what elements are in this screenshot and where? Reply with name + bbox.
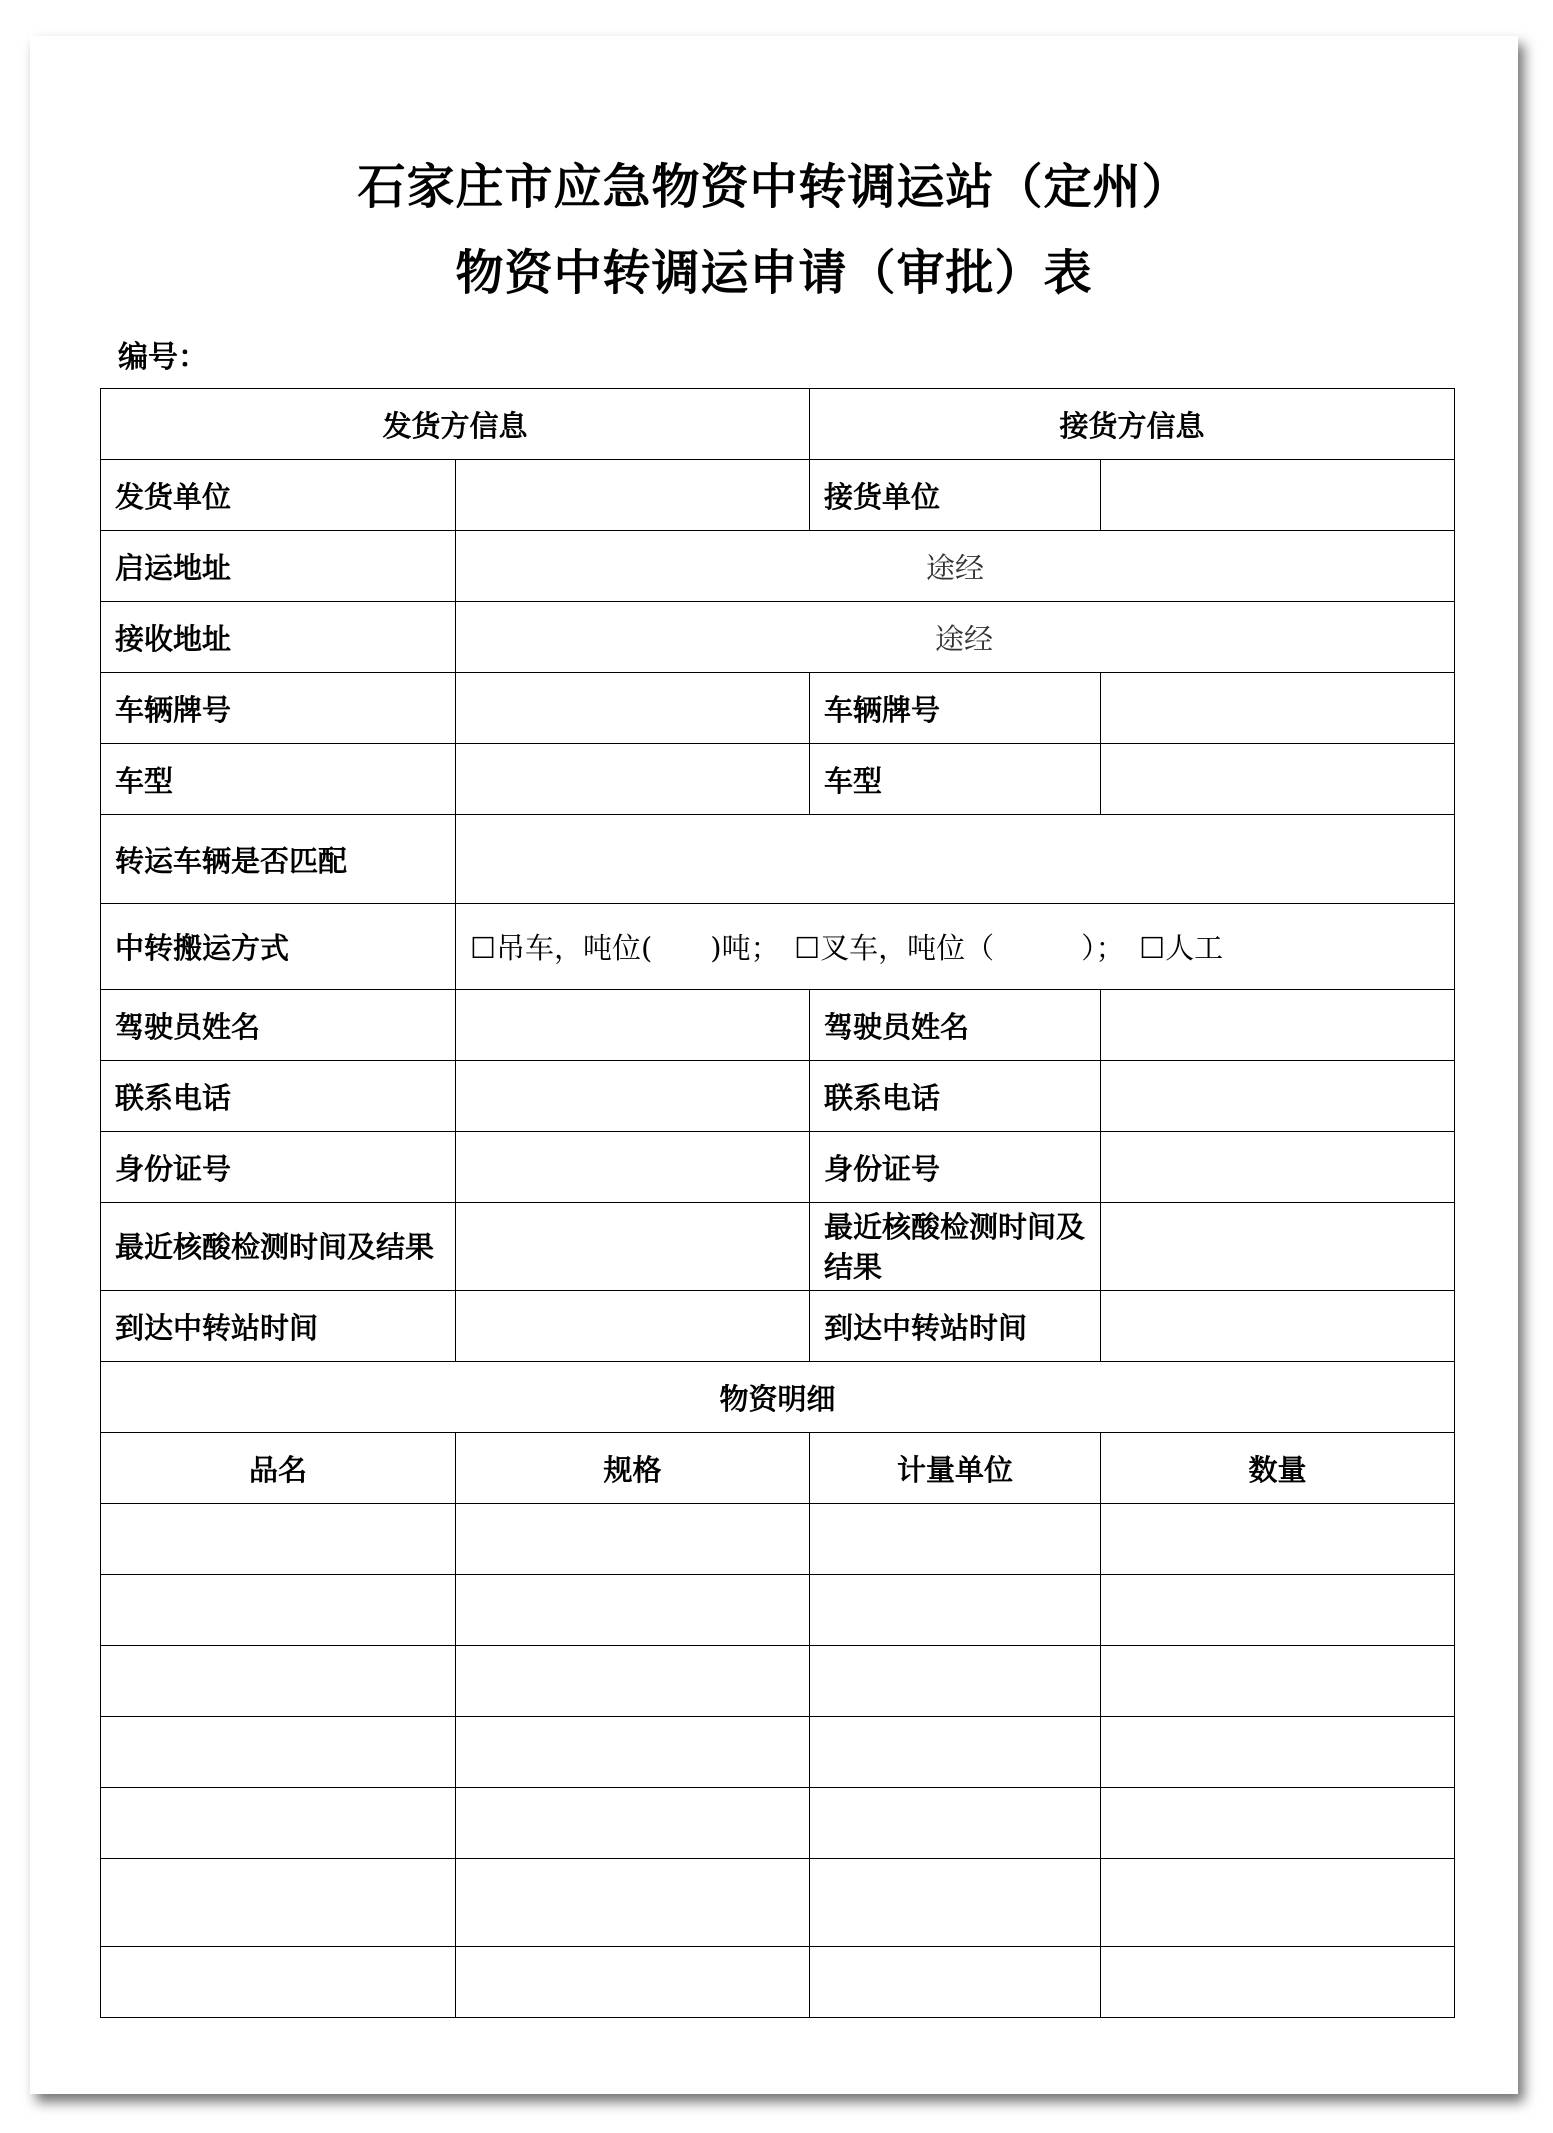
goods-cell[interactable] <box>1101 1788 1455 1859</box>
receiver-plate-label: 车辆牌号 <box>810 673 1101 744</box>
form-title-line1: 石家庄市应急物资中转调运站（定州） <box>357 159 1191 215</box>
form-title-line2: 物资中转调运申请（审批）表 <box>455 245 1093 301</box>
goods-cell[interactable] <box>101 1947 456 2018</box>
via-label: 途经 <box>926 550 985 585</box>
sender-id-label: 身份证号 <box>101 1132 456 1203</box>
transfer-method-label: 中转搬运方式 <box>101 904 456 990</box>
receiver-driver-label: 驾驶员姓名 <box>810 990 1101 1061</box>
goods-cell[interactable] <box>456 1646 810 1717</box>
goods-cell[interactable] <box>456 1788 810 1859</box>
goods-cell[interactable] <box>810 1859 1101 1947</box>
goods-cell[interactable] <box>101 1504 456 1575</box>
receiver-id-label: 身份证号 <box>810 1132 1101 1203</box>
goods-cell[interactable] <box>810 1504 1101 1575</box>
goods-cell[interactable] <box>101 1575 456 1646</box>
goods-cell[interactable] <box>810 1947 1101 2018</box>
sender-phone-label: 联系电话 <box>101 1061 456 1132</box>
receiver-arrival-field[interactable] <box>1101 1291 1455 1362</box>
receiver-test-field[interactable] <box>1101 1203 1455 1291</box>
receiver-driver-field[interactable] <box>1101 990 1455 1061</box>
goods-cell[interactable] <box>456 1504 810 1575</box>
receiver-phone-field[interactable] <box>1101 1061 1455 1132</box>
receiver-vehicle-type-label: 车型 <box>810 744 1101 815</box>
receiver-id-field[interactable] <box>1101 1132 1455 1203</box>
goods-cell[interactable] <box>101 1788 456 1859</box>
goods-cell[interactable] <box>456 1575 810 1646</box>
goods-details-header: 物资明细 <box>101 1362 1455 1433</box>
receive-address-label: 接收地址 <box>101 602 456 673</box>
sender-info-header: 发货方信息 <box>101 389 810 460</box>
sender-id-field[interactable] <box>456 1132 810 1203</box>
table-row <box>101 1575 1455 1646</box>
goods-cell[interactable] <box>1101 1717 1455 1788</box>
sender-vehicle-type-label: 车型 <box>101 744 456 815</box>
receiver-plate-field[interactable] <box>1101 673 1455 744</box>
sender-test-field[interactable] <box>456 1203 810 1291</box>
goods-cell[interactable] <box>456 1859 810 1947</box>
goods-cell[interactable] <box>1101 1947 1455 2018</box>
goods-cell[interactable] <box>101 1859 456 1947</box>
goods-cell[interactable] <box>1101 1646 1455 1717</box>
sender-unit-label: 发货单位 <box>101 460 456 531</box>
goods-column-name: 品名 <box>101 1433 456 1504</box>
goods-column-unit: 计量单位 <box>810 1433 1101 1504</box>
receiver-unit-label: 接货单位 <box>810 460 1101 531</box>
sender-arrival-label: 到达中转站时间 <box>101 1291 456 1362</box>
sender-arrival-field[interactable] <box>456 1291 810 1362</box>
receiver-vehicle-type-field[interactable] <box>1101 744 1455 815</box>
goods-cell[interactable] <box>810 1717 1101 1788</box>
goods-cell[interactable] <box>456 1947 810 2018</box>
table-row <box>101 1504 1455 1575</box>
goods-cell[interactable] <box>456 1717 810 1788</box>
goods-cell[interactable] <box>810 1575 1101 1646</box>
vehicle-match-label: 转运车辆是否匹配 <box>101 815 456 904</box>
receiver-unit-field[interactable] <box>1101 460 1455 531</box>
sender-driver-field[interactable] <box>456 990 810 1061</box>
origin-address-label: 启运地址 <box>101 531 456 602</box>
sender-plate-field[interactable] <box>456 673 810 744</box>
table-row <box>101 1646 1455 1717</box>
goods-cell[interactable] <box>1101 1859 1455 1947</box>
sender-plate-label: 车辆牌号 <box>101 673 456 744</box>
via-label: 途经 <box>935 621 994 656</box>
vehicle-match-field[interactable] <box>456 815 1455 904</box>
document-page <box>30 36 1518 2094</box>
goods-cell[interactable] <box>1101 1575 1455 1646</box>
origin-address-field[interactable] <box>456 531 1455 602</box>
receive-address-field[interactable] <box>456 602 1455 673</box>
receiver-info-header: 接货方信息 <box>810 389 1455 460</box>
sender-driver-label: 驾驶员姓名 <box>101 990 456 1061</box>
goods-cell[interactable] <box>810 1646 1101 1717</box>
sender-phone-field[interactable] <box>456 1061 810 1132</box>
goods-cell[interactable] <box>810 1788 1101 1859</box>
goods-cell[interactable] <box>101 1646 456 1717</box>
receiver-arrival-label: 到达中转站时间 <box>810 1291 1101 1362</box>
goods-column-spec: 规格 <box>456 1433 810 1504</box>
table-row <box>101 1859 1455 1947</box>
sender-unit-field[interactable] <box>456 460 810 531</box>
sender-vehicle-type-field[interactable] <box>456 744 810 815</box>
serial-number-label: 编号： <box>118 340 208 375</box>
sender-test-label: 最近核酸检测时间及结果 <box>101 1203 456 1291</box>
table-row <box>101 1717 1455 1788</box>
application-form-table <box>100 388 1455 2018</box>
goods-cell[interactable] <box>101 1717 456 1788</box>
receiver-test-label: 最近核酸检测时间及结果 <box>810 1203 1101 1291</box>
transfer-method-options[interactable]: ☐吊车，吨位( )吨； ☐叉车，吨位（ ）； ☐人工 <box>456 904 1455 990</box>
table-row <box>101 1947 1455 2018</box>
goods-cell[interactable] <box>1101 1504 1455 1575</box>
goods-column-quantity: 数量 <box>1101 1433 1455 1504</box>
table-row <box>101 1788 1455 1859</box>
receiver-phone-label: 联系电话 <box>810 1061 1101 1132</box>
